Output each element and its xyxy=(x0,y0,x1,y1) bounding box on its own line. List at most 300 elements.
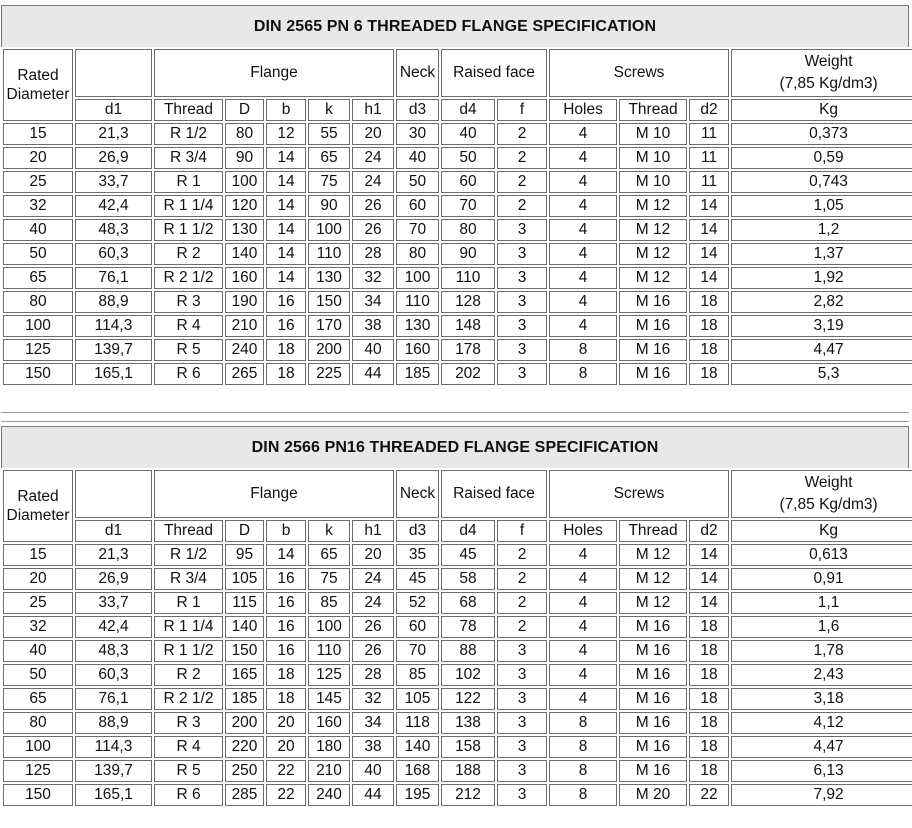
table-cell: M 16 xyxy=(619,339,687,361)
table-cell: R 1 xyxy=(154,171,223,193)
table-cell: 220 xyxy=(225,736,264,758)
rated-diameter-header: Rated Diameter xyxy=(3,49,73,121)
table-cell: 118 xyxy=(396,712,439,734)
table-cell: 4 xyxy=(549,147,617,169)
column-header: Thread xyxy=(619,99,687,121)
table-cell: 76,1 xyxy=(75,688,152,710)
table-cell: 18 xyxy=(689,688,729,710)
table-cell: 14 xyxy=(689,243,729,265)
table-cell: 114,3 xyxy=(75,736,152,758)
table-cell: 60,3 xyxy=(75,243,152,265)
table-cell: 15 xyxy=(3,123,73,145)
table-cell: 165,1 xyxy=(75,784,152,806)
table-cell: 165 xyxy=(225,664,264,686)
table-cell: 58 xyxy=(441,568,495,590)
table-cell: 168 xyxy=(396,760,439,782)
weight-density-label: (7,85 Kg/dm3) xyxy=(779,496,878,513)
table-cell: M 12 xyxy=(619,267,687,289)
table-row xyxy=(3,195,912,217)
table-cell: 120 xyxy=(225,195,264,217)
table-cell: M 12 xyxy=(619,592,687,614)
table-cell: 14 xyxy=(689,267,729,289)
table-cell: 100 xyxy=(308,219,350,241)
table-cell: 32 xyxy=(352,267,394,289)
neck-group-header: Neck xyxy=(396,470,439,518)
empty-header-cell xyxy=(75,49,152,97)
flange-spec-table xyxy=(1,47,912,387)
table-cell: 16 xyxy=(266,315,306,337)
column-header: h1 xyxy=(352,99,394,121)
table-cell: 85 xyxy=(308,592,350,614)
table-cell: 2 xyxy=(497,616,547,638)
table-cell: M 12 xyxy=(619,544,687,566)
table-cell: 16 xyxy=(266,616,306,638)
table-cell: 26,9 xyxy=(75,568,152,590)
table-cell: 139,7 xyxy=(75,760,152,782)
table-cell: R 1 1/4 xyxy=(154,616,223,638)
weight-group-header xyxy=(731,470,912,518)
table-cell: 210 xyxy=(225,315,264,337)
table-cell: R 3 xyxy=(154,291,223,313)
table-cell: R 2 xyxy=(154,243,223,265)
table-cell: 6,13 xyxy=(731,760,912,782)
table-cell: 75 xyxy=(308,171,350,193)
table-cell: R 4 xyxy=(154,315,223,337)
table-cell: 250 xyxy=(225,760,264,782)
table-cell: M 16 xyxy=(619,664,687,686)
table-cell: 125 xyxy=(3,339,73,361)
table-cell: 140 xyxy=(225,616,264,638)
table-cell: R 2 1/2 xyxy=(154,688,223,710)
table-cell: 202 xyxy=(441,363,495,385)
table-cell: 2 xyxy=(497,171,547,193)
table-cell: 60,3 xyxy=(75,664,152,686)
table-cell: 4 xyxy=(549,664,617,686)
group-header-row xyxy=(3,49,912,97)
table-cell: 14 xyxy=(689,592,729,614)
table-cell: 44 xyxy=(352,363,394,385)
table-cell: 160 xyxy=(225,267,264,289)
table-cell: 78 xyxy=(441,616,495,638)
table-cell: 26,9 xyxy=(75,147,152,169)
table-cell: 139,7 xyxy=(75,339,152,361)
table-cell: 3 xyxy=(497,688,547,710)
table-cell: 4 xyxy=(549,616,617,638)
table-cell: 8 xyxy=(549,736,617,758)
table-cell: 100 xyxy=(3,315,73,337)
table-cell: 8 xyxy=(549,363,617,385)
table-cell: 35 xyxy=(396,544,439,566)
table-cell: R 3 xyxy=(154,712,223,734)
table-cell: R 1/2 xyxy=(154,123,223,145)
table-cell: R 5 xyxy=(154,760,223,782)
table-cell: 100 xyxy=(308,616,350,638)
table-cell: 160 xyxy=(396,339,439,361)
table-cell: 18 xyxy=(689,363,729,385)
table-cell: 1,2 xyxy=(731,219,912,241)
table-cell: 4 xyxy=(549,568,617,590)
table-cell: 90 xyxy=(225,147,264,169)
table-cell: M 16 xyxy=(619,736,687,758)
table-cell: 3 xyxy=(497,267,547,289)
table-cell: 42,4 xyxy=(75,616,152,638)
table-cell: 285 xyxy=(225,784,264,806)
table-cell: 90 xyxy=(441,243,495,265)
table-cell: 88 xyxy=(441,640,495,662)
table-cell: 12 xyxy=(266,123,306,145)
table-cell: 22 xyxy=(689,784,729,806)
table-cell: R 2 1/2 xyxy=(154,267,223,289)
table-cell: 80 xyxy=(3,291,73,313)
table-cell: 88,9 xyxy=(75,291,152,313)
screws-group-header: Screws xyxy=(549,470,729,518)
empty-header-cell xyxy=(75,470,152,518)
table-cell: 24 xyxy=(352,171,394,193)
table-cell: 18 xyxy=(689,291,729,313)
table-cell: 0,373 xyxy=(731,123,912,145)
table-cell: 50 xyxy=(3,664,73,686)
table-cell: 2 xyxy=(497,568,547,590)
table-cell: 4 xyxy=(549,544,617,566)
table-row xyxy=(3,291,912,313)
rated-diameter-header: Rated Diameter xyxy=(3,470,73,542)
flange-group-header: Flange xyxy=(154,49,394,97)
table-cell: 40 xyxy=(441,123,495,145)
table-row xyxy=(3,171,912,193)
table-cell: 105 xyxy=(396,688,439,710)
flange-spec-table xyxy=(1,468,912,808)
table-cell: 32 xyxy=(3,195,73,217)
table-cell: 4 xyxy=(549,243,617,265)
table-cell: M 10 xyxy=(619,147,687,169)
column-header: Kg xyxy=(731,520,912,542)
table-cell: 14 xyxy=(689,195,729,217)
table-cell: 18 xyxy=(689,760,729,782)
table-cell: 38 xyxy=(352,736,394,758)
weight-group-header xyxy=(731,49,912,97)
raised-face-group-header: Raised face xyxy=(441,470,547,518)
table-cell: 4 xyxy=(549,291,617,313)
table-cell: 18 xyxy=(689,712,729,734)
table-cell: 33,7 xyxy=(75,592,152,614)
table-cell: 3 xyxy=(497,664,547,686)
table-cell: 14 xyxy=(689,219,729,241)
table-cell: 115 xyxy=(225,592,264,614)
table-cell: 11 xyxy=(689,171,729,193)
table-cell: 185 xyxy=(396,363,439,385)
table-cell: 4 xyxy=(549,267,617,289)
table-cell: 1,37 xyxy=(731,243,912,265)
table-cell: 11 xyxy=(689,147,729,169)
column-header: Thread xyxy=(154,99,223,121)
table-cell: R 5 xyxy=(154,339,223,361)
table-cell: M 16 xyxy=(619,688,687,710)
table-cell: 88,9 xyxy=(75,712,152,734)
table-cell: R 6 xyxy=(154,363,223,385)
table-cell: 145 xyxy=(308,688,350,710)
table-cell: R 6 xyxy=(154,784,223,806)
table-cell: 1,78 xyxy=(731,640,912,662)
table-cell: M 20 xyxy=(619,784,687,806)
column-header: Thread xyxy=(154,520,223,542)
table-cell: 20 xyxy=(352,123,394,145)
table-cell: 33,7 xyxy=(75,171,152,193)
table-cell: 18 xyxy=(689,640,729,662)
table-cell: 28 xyxy=(352,664,394,686)
table-cell: 26 xyxy=(352,195,394,217)
table-cell: 85 xyxy=(396,664,439,686)
table-cell: 200 xyxy=(225,712,264,734)
column-header: Holes xyxy=(549,520,617,542)
table-cell: 3 xyxy=(497,760,547,782)
column-header: h1 xyxy=(352,520,394,542)
table-cell: 18 xyxy=(266,339,306,361)
table-cell: 22 xyxy=(266,784,306,806)
table-cell: 18 xyxy=(689,315,729,337)
table-cell: 18 xyxy=(689,339,729,361)
table-cell: 1,05 xyxy=(731,195,912,217)
table-cell: 65 xyxy=(3,267,73,289)
table-cell: 20 xyxy=(266,736,306,758)
table-cell: 140 xyxy=(225,243,264,265)
table-cell: 200 xyxy=(308,339,350,361)
column-header: D xyxy=(225,99,264,121)
table-cell: 2 xyxy=(497,147,547,169)
table-cell: 105 xyxy=(225,568,264,590)
table-cell: R 2 xyxy=(154,664,223,686)
table-cell: 45 xyxy=(441,544,495,566)
table-row xyxy=(3,243,912,265)
column-header: k xyxy=(308,99,350,121)
neck-group-header: Neck xyxy=(396,49,439,97)
table-cell: R 1 1/4 xyxy=(154,195,223,217)
table-cell: 34 xyxy=(352,712,394,734)
table-row xyxy=(3,688,912,710)
table-cell: 34 xyxy=(352,291,394,313)
table-cell: 3 xyxy=(497,363,547,385)
table-cell: 26 xyxy=(352,616,394,638)
table-cell: 2,43 xyxy=(731,664,912,686)
table-cell: 4 xyxy=(549,195,617,217)
table-cell: 75 xyxy=(308,568,350,590)
table-cell: 150 xyxy=(308,291,350,313)
column-header: d1 xyxy=(75,520,152,542)
table-cell: M 16 xyxy=(619,616,687,638)
table-cell: 24 xyxy=(352,147,394,169)
table-row xyxy=(3,363,912,385)
table-cell: 21,3 xyxy=(75,544,152,566)
table-cell: 4 xyxy=(549,688,617,710)
raised-face-group-header: Raised face xyxy=(441,49,547,97)
column-header-row xyxy=(3,520,912,542)
table-cell: M 16 xyxy=(619,712,687,734)
table-cell: M 12 xyxy=(619,219,687,241)
table-cell: 48,3 xyxy=(75,640,152,662)
table-cell: 128 xyxy=(441,291,495,313)
table-cell: 4 xyxy=(549,592,617,614)
table-cell: 16 xyxy=(266,291,306,313)
table-cell: 3 xyxy=(497,339,547,361)
table-cell: 45 xyxy=(396,568,439,590)
table-cell: 3 xyxy=(497,219,547,241)
table-cell: 8 xyxy=(549,339,617,361)
table-cell: 14 xyxy=(266,171,306,193)
table-cell: 18 xyxy=(689,664,729,686)
table-cell: 26 xyxy=(352,219,394,241)
table-row xyxy=(3,147,912,169)
table-cell: 110 xyxy=(308,640,350,662)
table-cell: 18 xyxy=(689,616,729,638)
table-cell: 44 xyxy=(352,784,394,806)
column-header: d2 xyxy=(689,520,729,542)
table-cell: 185 xyxy=(225,688,264,710)
table-cell: 110 xyxy=(308,243,350,265)
table-cell: M 16 xyxy=(619,291,687,313)
table-cell: M 12 xyxy=(619,568,687,590)
table-cell: 125 xyxy=(308,664,350,686)
table-cell: 14 xyxy=(266,267,306,289)
table-cell: 150 xyxy=(3,363,73,385)
table-cell: 130 xyxy=(225,219,264,241)
table-cell: 90 xyxy=(308,195,350,217)
table-cell: 55 xyxy=(308,123,350,145)
table-cell: 76,1 xyxy=(75,267,152,289)
table-row xyxy=(3,339,912,361)
table-cell: 80 xyxy=(441,219,495,241)
table-cell: 25 xyxy=(3,592,73,614)
weight-label: Weight xyxy=(804,53,853,71)
table-cell: M 16 xyxy=(619,363,687,385)
table-cell: 95 xyxy=(225,544,264,566)
table-cell: 70 xyxy=(396,219,439,241)
table-cell: 50 xyxy=(396,171,439,193)
table-cell: 3 xyxy=(497,712,547,734)
table-cell: 42,4 xyxy=(75,195,152,217)
table-cell: 240 xyxy=(225,339,264,361)
section-title: DIN 2566 PN16 THREADED FLANGE SPECIFICATION xyxy=(1,426,909,470)
table-cell: R 3/4 xyxy=(154,147,223,169)
table-cell: 18 xyxy=(266,688,306,710)
table-cell: 8 xyxy=(549,712,617,734)
table-cell: R 4 xyxy=(154,736,223,758)
table-cell: 100 xyxy=(3,736,73,758)
table-cell: 8 xyxy=(549,760,617,782)
table-cell: 52 xyxy=(396,592,439,614)
table-cell: 32 xyxy=(3,616,73,638)
table-cell: 102 xyxy=(441,664,495,686)
table-cell: 188 xyxy=(441,760,495,782)
group-header-row xyxy=(3,470,912,518)
table-cell: M 12 xyxy=(619,195,687,217)
table-cell: 3 xyxy=(497,243,547,265)
table-row xyxy=(3,616,912,638)
table-row xyxy=(3,712,912,734)
table-cell: M 16 xyxy=(619,640,687,662)
column-header: b xyxy=(266,520,306,542)
table-cell: 148 xyxy=(441,315,495,337)
table-cell: 70 xyxy=(396,640,439,662)
table-cell: 2,82 xyxy=(731,291,912,313)
table-cell: 80 xyxy=(3,712,73,734)
table-cell: 225 xyxy=(308,363,350,385)
table-cell: 240 xyxy=(308,784,350,806)
column-header: Thread xyxy=(619,520,687,542)
table-cell: 15 xyxy=(3,544,73,566)
table-cell: 14 xyxy=(689,544,729,566)
table-cell: 40 xyxy=(352,339,394,361)
table-cell: 100 xyxy=(225,171,264,193)
table-cell: 2 xyxy=(497,123,547,145)
table-cell: 0,613 xyxy=(731,544,912,566)
table-cell: 80 xyxy=(396,243,439,265)
table-cell: 1,6 xyxy=(731,616,912,638)
table-cell: 20 xyxy=(3,568,73,590)
table-cell: M 16 xyxy=(619,315,687,337)
table-cell: M 10 xyxy=(619,171,687,193)
table-cell: 65 xyxy=(3,688,73,710)
table-cell: 14 xyxy=(266,195,306,217)
table-cell: 170 xyxy=(308,315,350,337)
table-cell: 16 xyxy=(266,568,306,590)
column-header: d4 xyxy=(441,520,495,542)
table-cell: 11 xyxy=(689,123,729,145)
table-cell: M 16 xyxy=(619,760,687,782)
table-cell: 65 xyxy=(308,147,350,169)
table-cell: 48,3 xyxy=(75,219,152,241)
table-cell: 40 xyxy=(3,640,73,662)
table-cell: 180 xyxy=(308,736,350,758)
table-row xyxy=(3,760,912,782)
table-cell: 14 xyxy=(266,147,306,169)
table-cell: 1,92 xyxy=(731,267,912,289)
table-cell: R 1 xyxy=(154,592,223,614)
table-cell: R 1 1/2 xyxy=(154,640,223,662)
table-cell: 212 xyxy=(441,784,495,806)
table-cell: 190 xyxy=(225,291,264,313)
table-cell: M 12 xyxy=(619,243,687,265)
table-cell: 3,18 xyxy=(731,688,912,710)
table-cell: 14 xyxy=(266,243,306,265)
table-cell: 0,59 xyxy=(731,147,912,169)
table-cell: 114,3 xyxy=(75,315,152,337)
table-cell: 20 xyxy=(266,712,306,734)
table-cell: 65 xyxy=(308,544,350,566)
table-row xyxy=(3,123,912,145)
table-cell: 70 xyxy=(441,195,495,217)
section-title: DIN 2565 PN 6 THREADED FLANGE SPECIFICATION xyxy=(1,5,909,49)
table-row xyxy=(3,568,912,590)
table-cell: 26 xyxy=(352,640,394,662)
table-cell: 0,743 xyxy=(731,171,912,193)
table-cell: 130 xyxy=(308,267,350,289)
column-header: Holes xyxy=(549,99,617,121)
table-cell: 28 xyxy=(352,243,394,265)
table-cell: 3 xyxy=(497,784,547,806)
table-cell: 4 xyxy=(549,315,617,337)
table-cell: 3,19 xyxy=(731,315,912,337)
table-cell: 265 xyxy=(225,363,264,385)
table-cell: 1,1 xyxy=(731,592,912,614)
table-cell: 14 xyxy=(266,544,306,566)
column-header: d2 xyxy=(689,99,729,121)
weight-label: Weight xyxy=(804,474,853,492)
column-header-row xyxy=(3,99,912,121)
table-cell: 0,91 xyxy=(731,568,912,590)
screws-group-header: Screws xyxy=(549,49,729,97)
table-row xyxy=(3,592,912,614)
table-cell: 4,12 xyxy=(731,712,912,734)
table-cell: 20 xyxy=(3,147,73,169)
